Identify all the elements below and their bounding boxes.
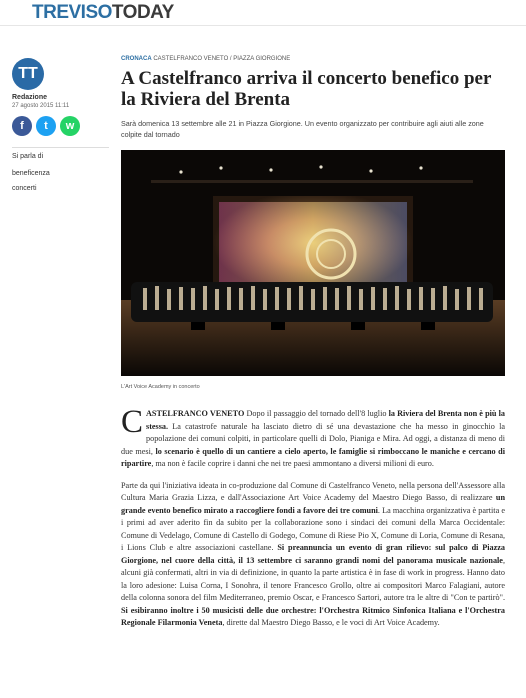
p1-bold-2: lo scenario è quello di un cantiere a cielo aperto, le famiglie si rimboccano le maniche e cercano di ripartire xyxy=(121,446,505,468)
p2-bold-3: Si esibiranno inoltre i 50 musicisti delle due orchestre: l'Orchestra Ritmico Sinfonica Italiana e l'Orchestra Regionale Filarmonia Veneta xyxy=(121,605,505,627)
article-subtitle: Sarà domenica 13 settembre alle 21 in Piazza Giorgione. Un evento organizzato per contribuire agli aiuti alle zone colpite dal tornado xyxy=(121,119,484,139)
p2-text-4: , dirette dal Maestro Diego Basso, e le voci di Art Voice Academy. xyxy=(222,618,440,627)
paragraph-1 xyxy=(121,404,505,471)
p2-bold-1: un grande evento benefico mirato a raccogliere fondi a favore dei tre comuni xyxy=(121,493,505,515)
p2-text-3: , alcuni già confermati, altri in via di definizione, in quanto la parte artistica è in fase di work in progress. Hanno dato la loro adesione: Luisa Corna, I Sonohra, il tenore Francesco Grollo, oltre ai compositori Marco Falagiani, autore della colonna sonora del film Mediterraneo, premio Oscar, e Francesco Sartori, autore tra le altre di "Con te partirò". xyxy=(121,555,505,602)
whatsapp-share-icon[interactable]: w xyxy=(60,116,80,136)
location-label: CASTELFRANCO VENETO / PIAZZA GIORGIONE xyxy=(153,56,291,62)
twitter-share-icon[interactable]: t xyxy=(36,116,56,136)
share-buttons xyxy=(12,116,80,136)
top-bar xyxy=(0,0,526,26)
tag-link-beneficenza[interactable]: beneficenza xyxy=(12,170,50,177)
breadcrumb xyxy=(121,56,290,62)
p2-bold-2: Si preannuncia un evento di gran rilievo: sul palco di Piazza Giorgione, nel cuore della città, il 13 settembre ci saranno grandi nomi del panorama musicale nazionale xyxy=(121,543,505,565)
paragraph-2 xyxy=(121,480,505,630)
tags-title: Si parla di xyxy=(12,153,44,160)
concert-stage-image xyxy=(121,150,505,376)
logo-part-treviso: TREVISO xyxy=(32,2,112,23)
category-link[interactable]: CRONACA xyxy=(121,56,152,62)
p1-text-3: , ma non è facile coprire i danni che nei tre paesi ammontano a diversi milioni di euro. xyxy=(151,459,434,468)
concert-photo[interactable] xyxy=(121,150,505,376)
site-logo[interactable] xyxy=(32,2,174,24)
drop-cap: C xyxy=(121,404,144,440)
p2-text-1: Parte da qui l'iniziativa ideata in co-produzione dal Comune di Castelfranco Veneto, nella persona dell'Assessore alla Cultura Maria Grazia Lizza, e dall'Associazione Art Voice Academy del Maestro Diego Basso, di realizzare xyxy=(121,480,505,502)
facebook-share-icon[interactable]: f xyxy=(12,116,32,136)
tag-link-concerti[interactable]: concerti xyxy=(12,185,37,192)
article-body xyxy=(121,404,505,630)
dateline: ASTELFRANCO VENETO xyxy=(146,409,245,418)
p1-text-1: Dopo il passaggio del tornado dell'8 luglio xyxy=(244,409,389,418)
avatar[interactable]: TT xyxy=(12,58,44,90)
p2-text-2: . La macchina organizzativa è partita e i primi ad aver aderito fin da subito per la collaborazione sono i sindaci dei comuni della Marca Occidentale: Comune di Vedelago, Comune di Castello di Godego, Comune di Riese Pio X, Comune di Loria, Comune di Resana, i Lions Club e altre associazioni castellane. xyxy=(121,505,505,552)
logo-part-today: TODAY xyxy=(111,2,174,23)
sidebar-divider xyxy=(12,147,109,148)
p1-bold-1: la Riviera del Brenta non è più la stessa. xyxy=(146,409,505,431)
publish-date: 27 agosto 2015 11:11 xyxy=(12,103,70,109)
image-caption: L'Art Voice Academy in concerto xyxy=(121,384,200,390)
author-name[interactable]: Redazione xyxy=(12,94,48,101)
page-title: A Castelfranco arriva il concerto benefico per la Riviera del Brenta xyxy=(121,68,492,110)
p1-text-2: La catastrofe naturale ha lasciato dietro di sé una devastazione che ha messo in ginocchio la popolazione dei comuni colpiti, in particolare quelli di Dolo, Pianiga e Mira. Ad oggi, a distanza di meno di due mesi, xyxy=(121,421,505,456)
